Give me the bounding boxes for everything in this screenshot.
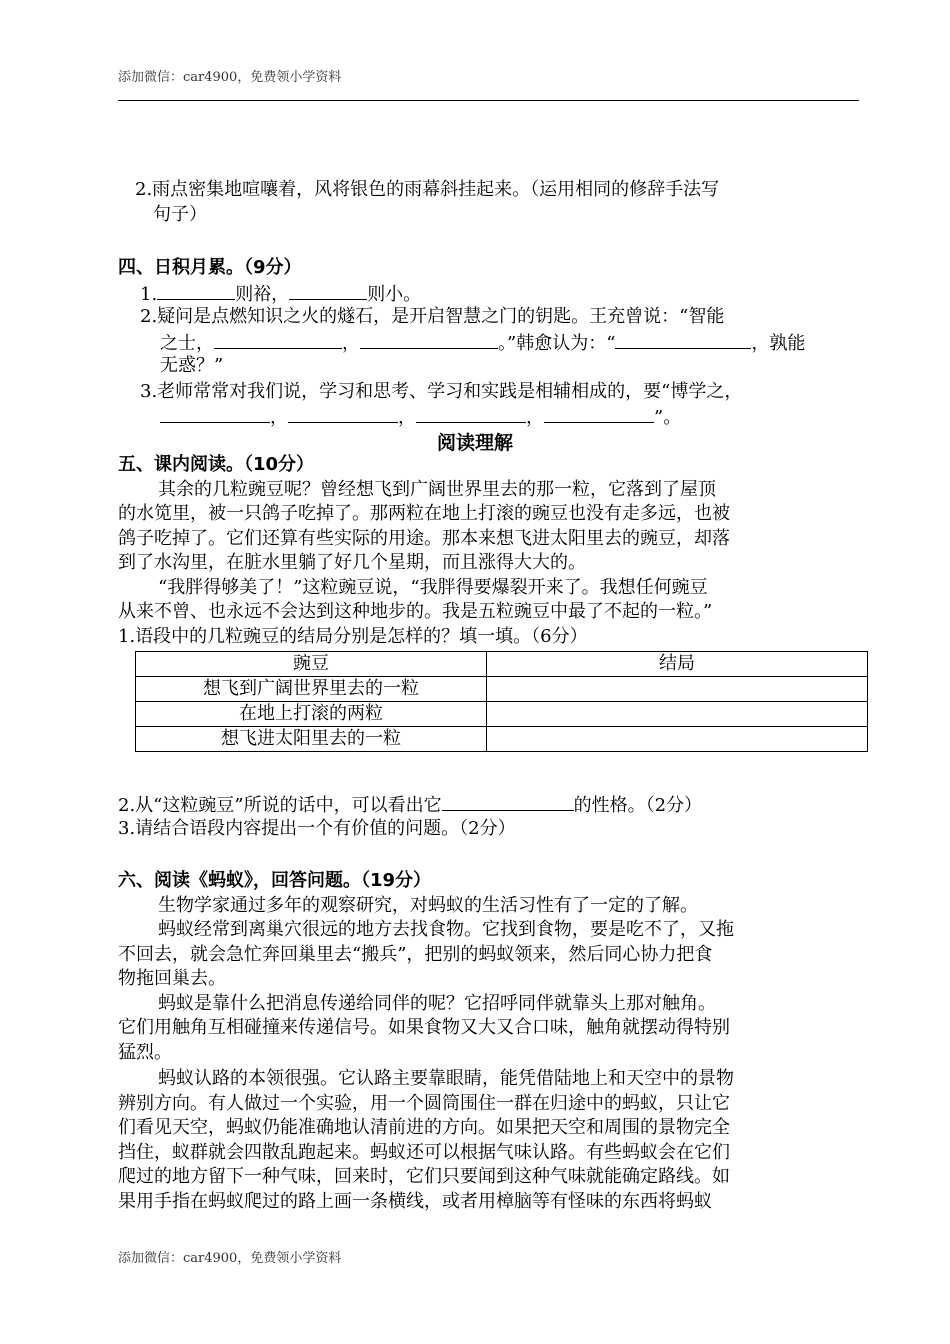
s4-q3-end: ”。 — [654, 407, 682, 428]
s6-paragraph-line: 爬过的地方留下一种气味，回来时，它们只要闻到这种气味就能确定路线。如 — [118, 1166, 730, 1187]
s4-question-2-line1: 2.疑问是点燃知识之火的燧石，是开启智慧之门的钥匙。王充曾说：“智能 — [140, 306, 725, 327]
table-row — [136, 702, 868, 727]
table-cell: 在地上打滚的两粒 — [136, 702, 487, 727]
s5-question-3: 3.请结合语段内容提出一个有价值的问题。（2分） — [118, 818, 516, 839]
s5-question-2 — [118, 792, 702, 818]
blank-field[interactable] — [288, 404, 398, 423]
answer-cell[interactable] — [487, 702, 868, 727]
s6-paragraph-line: 猛烈。 — [118, 1042, 172, 1063]
table-header-row — [136, 652, 868, 677]
blank-field[interactable] — [442, 792, 574, 811]
table-row — [136, 677, 868, 702]
s4-question-3-line2 — [160, 404, 681, 430]
section4-title: 四、日积月累。（9分） — [118, 257, 302, 278]
s6-paragraph-line: 们看见天空，蚂蚁仍能准确地认清前进的方向。如果把天空和周围的景物完全 — [118, 1117, 730, 1138]
s4-q1-text-b: 则裕， — [235, 284, 290, 305]
blank-field[interactable] — [157, 281, 235, 300]
blank-field[interactable] — [615, 330, 751, 349]
s6-paragraph-line: 蚂蚁是靠什么把消息传递给同伴的呢？它招呼同伴就靠头上那对触角。 — [158, 993, 716, 1014]
section5-title: 五、课内阅读。（10分） — [118, 454, 315, 475]
s6-paragraph-line: 蚂蚁经常到离巢穴很远的地方去找食物。它找到食物，要是吃不了，又拖 — [158, 919, 734, 940]
s5-q2-text-b: 的性格。（2分） — [573, 795, 703, 816]
s6-paragraph-line: 蚂蚁认路的本领很强。它认路主要靠眼睛，能凭借陆地上和天空中的景物 — [158, 1068, 734, 1089]
s4-q3-sep: ， — [270, 407, 288, 428]
s4-question-1 — [140, 281, 421, 307]
s6-paragraph-line: 果用手指在蚂蚁爬过的路上画一条横线，或者用樟脑等有怪味的东西将蚂蚁 — [118, 1191, 712, 1212]
s5-paragraph-line: 鸽子吃掉了。它们还算有些实际的用途。那本来想飞进太阳里去的豌豆，却落 — [118, 528, 730, 549]
s6-paragraph-line: 辨别方向。有人做过一个实验，用一个圆筒围住一群在归途中的蚂蚁，只让它 — [118, 1093, 730, 1114]
s4-q2-text-b: ， — [342, 333, 360, 354]
blank-field[interactable] — [360, 330, 498, 349]
s4-q1-number: 1. — [140, 284, 158, 305]
s6-paragraph-line: 它们用触角互相碰撞来传递信号。如果食物又大又合口味，触角就摆动得特别 — [118, 1017, 730, 1038]
s6-paragraph-line: 物拖回巢去。 — [118, 968, 226, 989]
s4-question-2-line2 — [160, 330, 805, 356]
reading-comprehension-title: 阅读理解 — [436, 432, 513, 454]
pea-outcome-table — [135, 651, 868, 752]
s3-question-2-line2: 句子） — [153, 204, 207, 225]
blank-field[interactable] — [160, 404, 270, 423]
blank-field[interactable] — [214, 330, 342, 349]
answer-cell[interactable] — [487, 727, 868, 752]
page-header: 添加微信：car4900，免费领小学资料 — [118, 70, 342, 85]
table-cell: 想飞进太阳里去的一粒 — [136, 727, 487, 752]
s4-q3-sep: ， — [398, 407, 416, 428]
blank-field[interactable] — [416, 404, 526, 423]
s3-question-2-line1: 2.雨点密集地喧嚷着，风将银色的雨幕斜挂起来。（运用相同的修辞手法写 — [135, 179, 720, 200]
answer-cell[interactable] — [487, 677, 868, 702]
s5-paragraph-line: 从来不曾、也永远不会达到这种地步的。我是五粒豌豆中最了不起的一粒。” — [118, 601, 713, 622]
header-divider — [118, 100, 859, 101]
blank-field[interactable] — [289, 281, 367, 300]
s4-q2-text-d: ，孰能 — [751, 333, 806, 354]
s5-paragraph-line: 到了水沟里，在脏水里躺了好几个星期，而且涨得大大的。 — [118, 552, 586, 573]
s6-paragraph-line: 挡住，蚁群就会四散乱跑起来。蚂蚁还可以根据气味认路。有些蚂蚁会在它们 — [118, 1142, 730, 1163]
table-cell: 想飞到广阔世界里去的一粒 — [136, 677, 487, 702]
s5-question-1: 1.语段中的几粒豌豆的结局分别是怎样的？填一填。（6分） — [118, 626, 588, 647]
s5-paragraph-line: 其余的几粒豌豆呢？曾经想飞到广阔世界里去的那一粒，它落到了屋顶 — [158, 479, 716, 500]
s4-q3-sep: ， — [526, 407, 544, 428]
s5-paragraph-line: “我胖得够美了！”这粒豌豆说，“我胖得要爆裂开来了。我想任何豌豆 — [158, 577, 708, 598]
s4-question-2-line3: 无惑？” — [160, 355, 224, 376]
s4-q2-text-c: 。”韩愈认为：“ — [498, 333, 616, 354]
s4-question-3-line1: 3.老师常常对我们说，学习和思考、学习和实践是相辅相成的，要“博学之， — [140, 381, 743, 402]
s5-q2-text-a: 2.从“这粒豌豆”所说的话中，可以看出它 — [118, 795, 442, 816]
s4-q2-text-a: 之士， — [160, 333, 214, 354]
s5-paragraph-line: 的水笕里，被一只鸽子吃掉了。那两粒在地上打滚的豌豆也没有走多远，也被 — [118, 503, 730, 524]
page-footer: 添加微信：car4900，免费领小学资料 — [118, 1251, 342, 1266]
table-row — [136, 727, 868, 752]
s4-q1-text-c: 则小。 — [367, 284, 422, 305]
table-header-cell: 豌豆 — [136, 652, 487, 677]
blank-field[interactable] — [544, 404, 654, 423]
s6-paragraph-line: 不回去，就会急忙奔回巢里去“搬兵”，把别的蚂蚁领来，然后同心协力把食 — [118, 944, 713, 965]
section6-title: 六、阅读《蚂蚁》，回答问题。（19分） — [118, 870, 432, 891]
table-header-cell: 结局 — [487, 652, 868, 677]
s6-paragraph-line: 生物学家通过多年的观察研究，对蚂蚁的生活习性有了一定的了解。 — [158, 895, 698, 916]
